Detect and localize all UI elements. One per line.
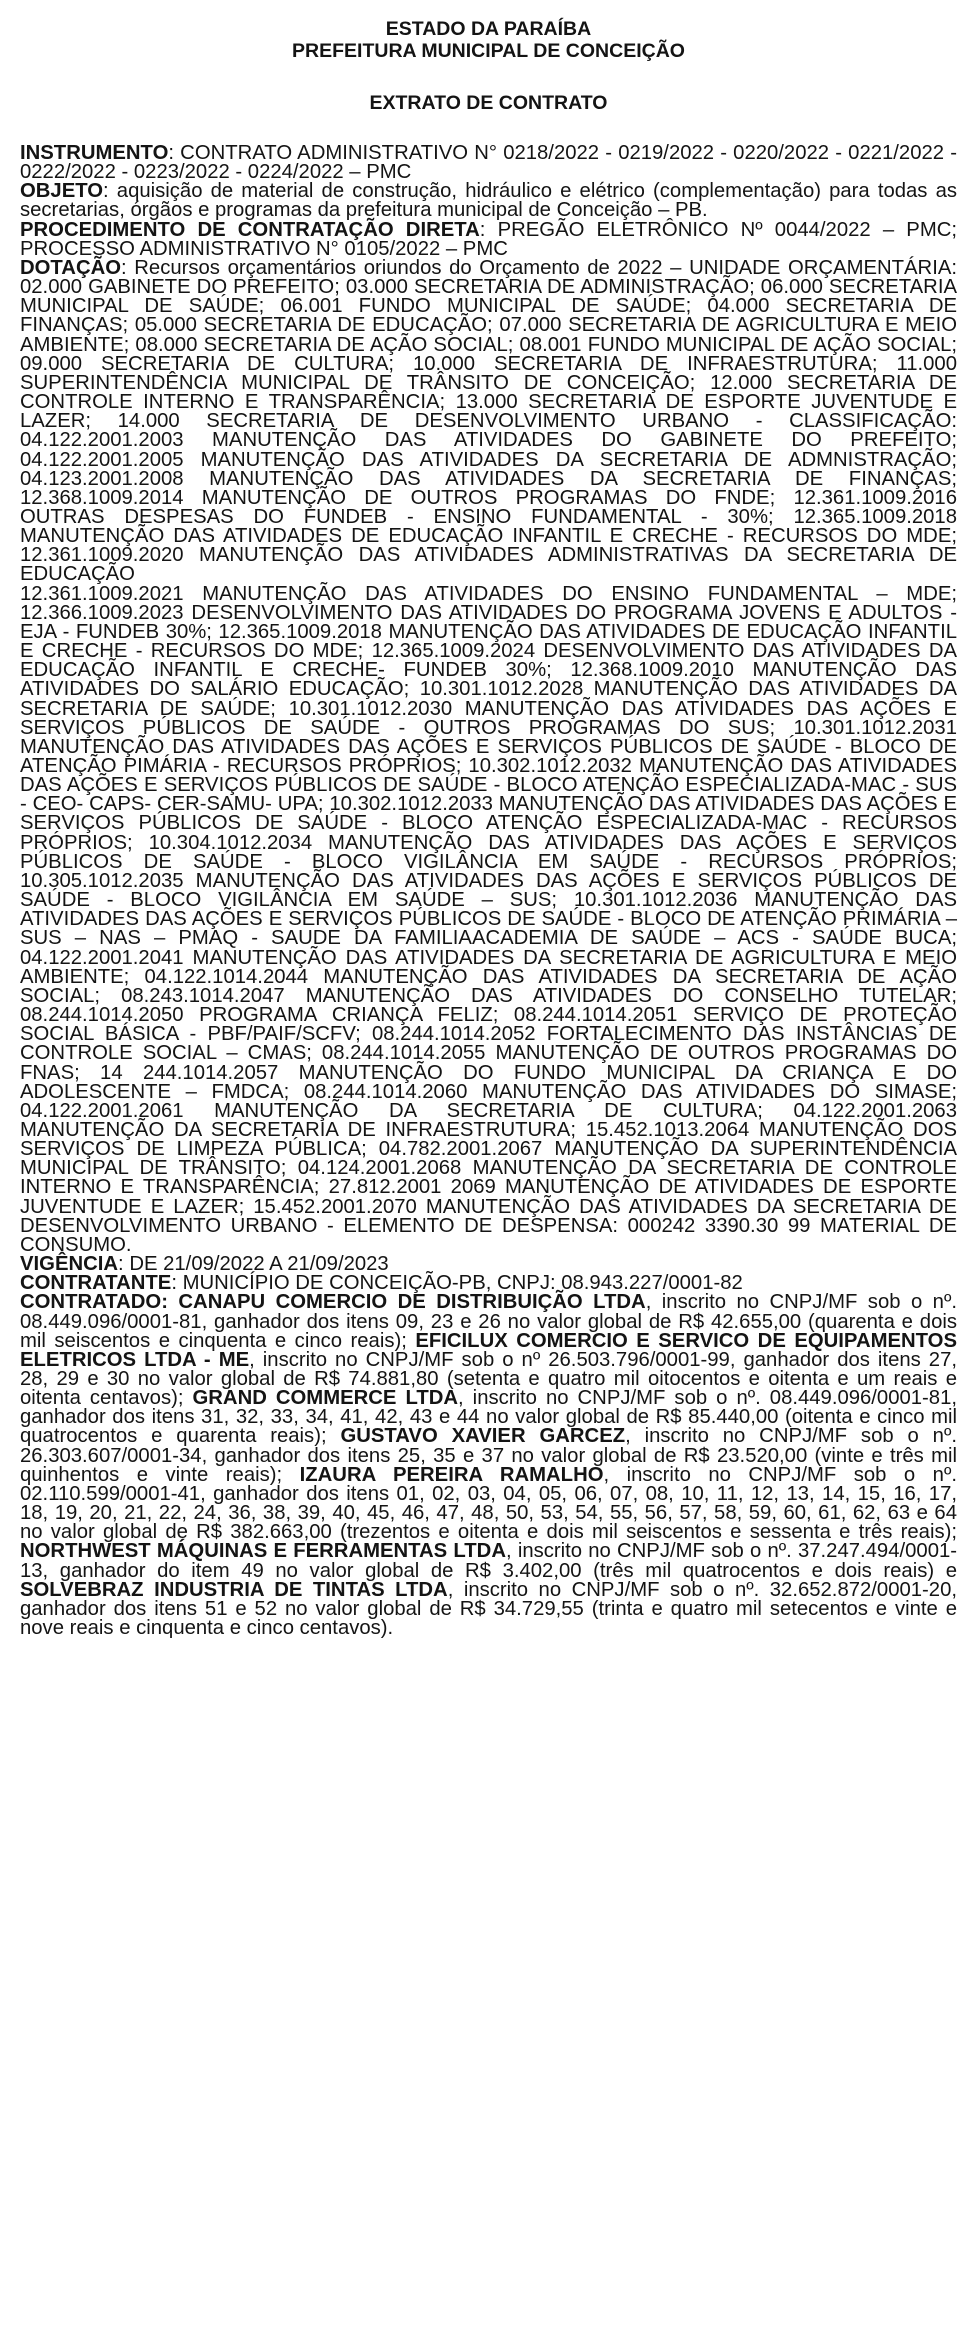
objeto-paragraph xyxy=(20,182,957,220)
dotacao-label: DOTAÇÃO xyxy=(20,256,122,279)
company-details-gustavo-garcez: , inscrito no CNPJ/MF sob o nº. 26.303.607/0001-34, ganhador dos itens 25, 35 e 37 no valor global de R$ 23.520,00 (vinte e três mil quinhentos e vinte reais); xyxy=(20,1425,957,1486)
document-header xyxy=(20,18,957,114)
company-name-eficilux: EFICILUX COMERCIO E SERVICO DE EQUIPAMENTOS ELETRICOS LTDA - ME xyxy=(20,1329,957,1371)
state-heading: ESTADO DA PARAÍBA xyxy=(385,18,592,40)
company-details-solvebraz: , inscrito no CNPJ/MF sob o nº. 32.652.872/0001-20, ganhador dos itens 51 e 52 no valor global de R$ 34.729,55 (trinta e quatro mil setecentos e vinte e nove reais e cinquenta e cinco centavos). xyxy=(20,1578,957,1640)
company-name-canapu: CANAPU COMERCIO DE DISTRIBUIÇÃO LTDA xyxy=(178,1291,646,1314)
company-details-eficilux: , inscrito no CNPJ/MF sob o nº 26.503.796/0001-99, ganhador dos itens 27, 28, 29 e 30 no valor global de R$ 74.881,80 (setenta e quatro mil oitocentos e oitenta e um reais e oitenta centavos); xyxy=(20,1348,957,1410)
company-details-grand-commerce: , inscrito no CNPJ/MF sob o nº. 08.449.096/0001-81, ganhador dos itens 31, 32, 33, 34, 41, 42, 43 e 44 no valor global de R$ 85.440,00 (oitenta e cinco mil quatrocentos e quarenta reais); xyxy=(20,1387,957,1448)
procedimento-label: PROCEDIMENTO DE CONTRATAÇÃO DIRETA xyxy=(20,218,480,241)
company-details-izaura-ramalho: , inscrito no CNPJ/MF sob o nº. 02.110.599/0001-41, ganhador dos itens 01, 02, 03, 04, 05, 06, 07, 08, 10, 11, 12, 13, 14, 15, 16, 17, 18, 19, 20, 21, 22, 24, 36, 38, 39, 40, 45, 46, 47, 48, 50, 53, 54, 55, 56, 57, 58, 59, 60, 61, 62, 63 e 64 no valor global de R$ 382.663,00 (trezentos e oitenta e dois mil seiscentos e sessenta e três reais); xyxy=(20,1463,957,1544)
instrumento-paragraph xyxy=(20,144,957,182)
municipality-heading: PREFEITURA MUNICIPAL DE CONCEIÇÃO xyxy=(292,40,685,62)
vigencia-text: : DE 21/09/2022 A 21/09/2023 xyxy=(118,1253,389,1276)
procedimento-paragraph xyxy=(20,218,957,260)
vigencia-label: VIGÊNCIA xyxy=(20,1253,119,1276)
company-name-solvebraz: SOLVEBRAZ INDUSTRIA DE TINTAS LTDA xyxy=(20,1578,448,1601)
objeto-label: OBJETO xyxy=(20,180,104,203)
document-title: EXTRATO DE CONTRATO xyxy=(369,92,608,114)
company-name-grand-commerce: GRAND COMMERCE LTDA xyxy=(192,1387,459,1410)
company-name-izaura-ramalho: IZAURA PEREIRA RAMALHO xyxy=(299,1463,604,1486)
dotacao-text: : Recursos orçamentários oriundos do Orçamento de 2022 – UNIDADE ORÇAMENTÁRIA: 02.000 GABINETE DO PREFEITO; 03.000 SECRETARIA DE ADMINISTRAÇÃO; 06.000 SECRETARIA MUNICIPAL DE SAÚDE; 06.001 FUNDO MUNICIPAL DE SAÚDE; 04.000 SECRETARIA DE FINANÇAS; 05.000 SECRETARIA DE EDUCAÇÃO; 07.000 SECRETARIA DE AGRICULTURA E MEIO AMBIENTE; 08.000 SECRETARIA DE AÇÃO SOCIAL; 08.001 FUNDO MUNICIPAL DE AÇÃO SOCIAL; 09.000 SECRETARIA DE CULTURA; 10.000 SECRETARIA DE INFRAESTRUTURA; 11.000 SUPERINTENDÊNCIA MUNICIPAL DE TRÂNSITO DE CONCEIÇÃO; 12.000 SECRETARIA DE CONTROLE INTERNO E TRANSPARÊNCIA; 13.000 SECRETARIA DE ESPORTE JUVENTUDE E LAZER; 14.000 SECRETARIA DE DESENVOLVIMENTO URBANO - CLASSIFICAÇÃO: 04.122.2001.2003 MANUTENÇÃO DAS ATIVIDADES DO GABINETE DO PREFEITO; 04.122.2001.2005 MANUTENÇÃO DAS ATIVIDADES DA SECRETARIA DE ADMNISTRAÇÃO; 04.123.2001.2008 MANUTENÇÃO DAS ATIVIDADES DA SECRETARIA DE FINANÇAS; 12.368.1009.2014 MANUTENÇÃO DE OUTROS PROGRAMAS DO FNDE; 12.361.1009.2016 OUTRAS DESPESAS DO FUNDEB - ENSINO FUNDAMENTAL - 30%; 12.365.1009.2018 MANUTENÇÃO DAS ATIVIDADES DE EDUCAÇÃO INFANTIL E CRECHE - RECURSOS DO MDE; 12.361.1009.2020 MANUTENÇÃO DAS ATIVIDADES ADMINISTRATIVAS DA SECRETARIA DE EDUCAÇÃO xyxy=(20,256,957,586)
contratado-label: CONTRATADO xyxy=(20,1291,162,1314)
document-body xyxy=(20,144,957,1638)
instrumento-label: INSTRUMENTO xyxy=(20,142,169,164)
instrumento-text: : CONTRATO ADMINISTRATIVO N° 0218/2022 - 0219/2022 - 0220/2022 - 0221/2022 - 0222/2022 - 0223/2022 - 0224/2022 – PMC xyxy=(20,142,957,184)
dotacao-continuation-paragraph xyxy=(20,582,957,1256)
company-name-gustavo-garcez: GUSTAVO XAVIER GARCEZ xyxy=(340,1425,626,1448)
contratante-text: : MUNICÍPIO DE CONCEIÇÃO-PB, CNPJ: 08.943.227/0001-82 xyxy=(171,1272,743,1295)
company-name-northwest: NORTHWEST MÁQUINAS E FERRAMENTAS LTDA xyxy=(20,1540,506,1563)
dotacao-continuation-text: 12.361.1009.2021 MANUTENÇÃO DAS ATIVIDADES DO ENSINO FUNDAMENTAL – MDE; 12.366.1009.2023 DESENVOLVIMENTO DAS ATIVIDADES DO PROGRAMA JOVENS E ADULTOS - EJA - FUNDEB 30%; 12.365.1009.2018 MANUTENÇÃO DAS ATIVIDADES DE EDUCAÇÃO INFANTIL E CRECHE - RECURSOS DO MDE; 12.365.1009.2024 DESENVOLVIMENTO DAS ATIVIDADES DA EDUCAÇÃO INFANTIL E CRECHE- FUNDEB 30%; 12.368.1009.2010 MANUTENÇÃO DAS ATIVIDADES DO SALÁRIO EDUCAÇÃO; 10.301.1012.2028 MANUTENÇÃO DAS ATIVIDADES DA SECRETARIA DE SAÚDE; 10.301.1012.2030 MANUTENÇÃO DAS ATIVIDADES DAS AÇÕES E SERVIÇOS PÚBLICOS DE SAÚDE - OUTROS PROGRAMAS DO SUS; 10.301.1012.2031 MANUTENÇÃO DAS ATIVIDADES DAS AÇÕES E SERVIÇOS PÚBLICOS DE SAÚDE - BLOCO DE ATENÇÃO PIMÁRIA - RECURSOS PRÓPRIOS; 10.302.1012.2032 MANUTENÇÃO DAS ATIVIDADES DAS AÇÕES E SERVIÇOS PÚBLICOS DE SAÚDE - BLOCO ATENÇÃO ESPECIALIZADA-MAC - SUS - CEO- CAPS- CER-SAMU- UPA; 10.302.1012.2033 MANUTENÇÃO DAS ATIVIDADES DAS AÇÕES E SERVIÇOS PÚBLICOS DE SAÚDE - BLOCO ATENÇÃO ESPECIALIZADA-MAC - RECURSOS PRÓPRIOS; 10.304.1012.2034 MANUTENÇÃO DAS ATIVIDADES DAS AÇÕES E SERVIÇOS PÚBLICOS DE SAÚDE - BLOCO VIGILÂNCIA EM SAÚDE - RECURSOS PRÓPRIOS; 10.305.1012.2035 MANUTENÇÃO DAS ATIVIDADES DAS AÇÕES E SERVIÇOS PÚBLICOS DE SAÚDE - BLOCO VIGILÂNCIA EM SAÚDE – SUS; 10.301.1012.2036 MANUTENÇÃO DAS ATIVIDADES DAS AÇÕES E SERVIÇOS PÚBLICOS DE SAÚDE - BLOCO DE ATENÇÃO PRIMÁRIA – SUS – NAS – PMAQ - SAUDE DA FAMILIAACADEMIA DE SAÚDE – ACS - SAÚDE BUCA; 04.122.2001.2041 MANUTENÇÃO DAS ATIVIDADES DA SECRETARIA DE AGRICULTURA E MEIO AMBIENTE; 04.122.1014.2044 MANUTENÇÃO DAS ATIVIDADES DA SECRETARIA DE AÇÃO SOCIAL; 08.243.1014.2047 MANUTENÇÃO DAS ATIVIDADES DO CONSELHO TUTELAR; 08.244.1014.2050 PROGRAMA CRIANÇA FELIZ; 08.244.1014.2051 SERVIÇO DE PROTEÇÃO SOCIAL BÁSICA - PBF/PAIF/SCFV; 08.244.1014.2052 FORTALECIMENTO DAS INSTÂNCIAS DE CONTROLE SOCIAL – CMAS; 08.244.1014.2055 MANUTENÇÃO DE OUTROS PROGRAMAS DO FNAS; 14 244.1014.2057 MANUTENÇÃO DO FUNDO MUNICIPAL DA CRIANÇA E DO ADOLESCENTE – FMDCA; 08.244.1014.2060 MANUTENÇÃO DAS ATIVIDADES DO SIMASE; 04.122.2001.2061 MANUTENÇÃO DA SECRETARIA DE CULTURA; 04.122.2001.2063 MANUTENÇÃO DA SECRETARIA DE INFRAESTRUTURA; 15.452.1013.2064 MANUTENÇÃO DOS SERVIÇOS DE LIMPEZA PÚBLICA; 04.782.2001.2067 MANUTENÇÃO DA SUPERINTENDÊNCIA MUNICIPAL DE TRÂNSITO; 04.124.2001.2068 MANUTENÇÃO DA SECRETARIA DE CONTROLE INTERNO E TRANSPARÊNCIA; 27.812.2001 2069 MANUTENÇÃO DE ATIVIDADES DE ESPORTE JUVENTUDE E LAZER; 15.452.2001.2070 MANUTENÇÃO DAS ATIVIDADES DA SECRETARIA DE DESENVOLVIMENTO URBANO - ELEMENTO DE DESPENSA: 000242 3390.30 99 MATERIAL DE CONSUMO. xyxy=(20,582,957,1256)
contratado-paragraph xyxy=(20,1293,957,1638)
company-details-northwest: , inscrito no CNPJ/MF sob o nº. 37.247.494/0001-13, ganhador do item 49 no valor global de R$ 3.402,00 (três mil quatrocentos e dois reais) e xyxy=(20,1540,958,1582)
contratante-label: CONTRATANTE xyxy=(20,1272,172,1295)
company-details-canapu: , inscrito no CNPJ/MF sob o nº. 08.449.096/0001-81, ganhador dos itens 09, 23 e 26 no valor global de R$ 42.655,00 (quarenta e dois mil seiscentos e cinquenta e cinco reais); xyxy=(20,1291,957,1352)
objeto-text: : aquisição de material de construção, hidráulico e elétrico (complementação) para todas as secretarias, órgãos e programas da prefeitura municipal de Conceição – PB. xyxy=(20,180,957,222)
contratado-separator: : xyxy=(161,1291,179,1314)
dotacao-paragraph xyxy=(20,256,957,586)
procedimento-text: : PREGÃO ELETRÔNICO Nº 0044/2022 – PMC; PROCESSO ADMINISTRATIVO N° 0105/2022 – PMC xyxy=(20,218,957,260)
